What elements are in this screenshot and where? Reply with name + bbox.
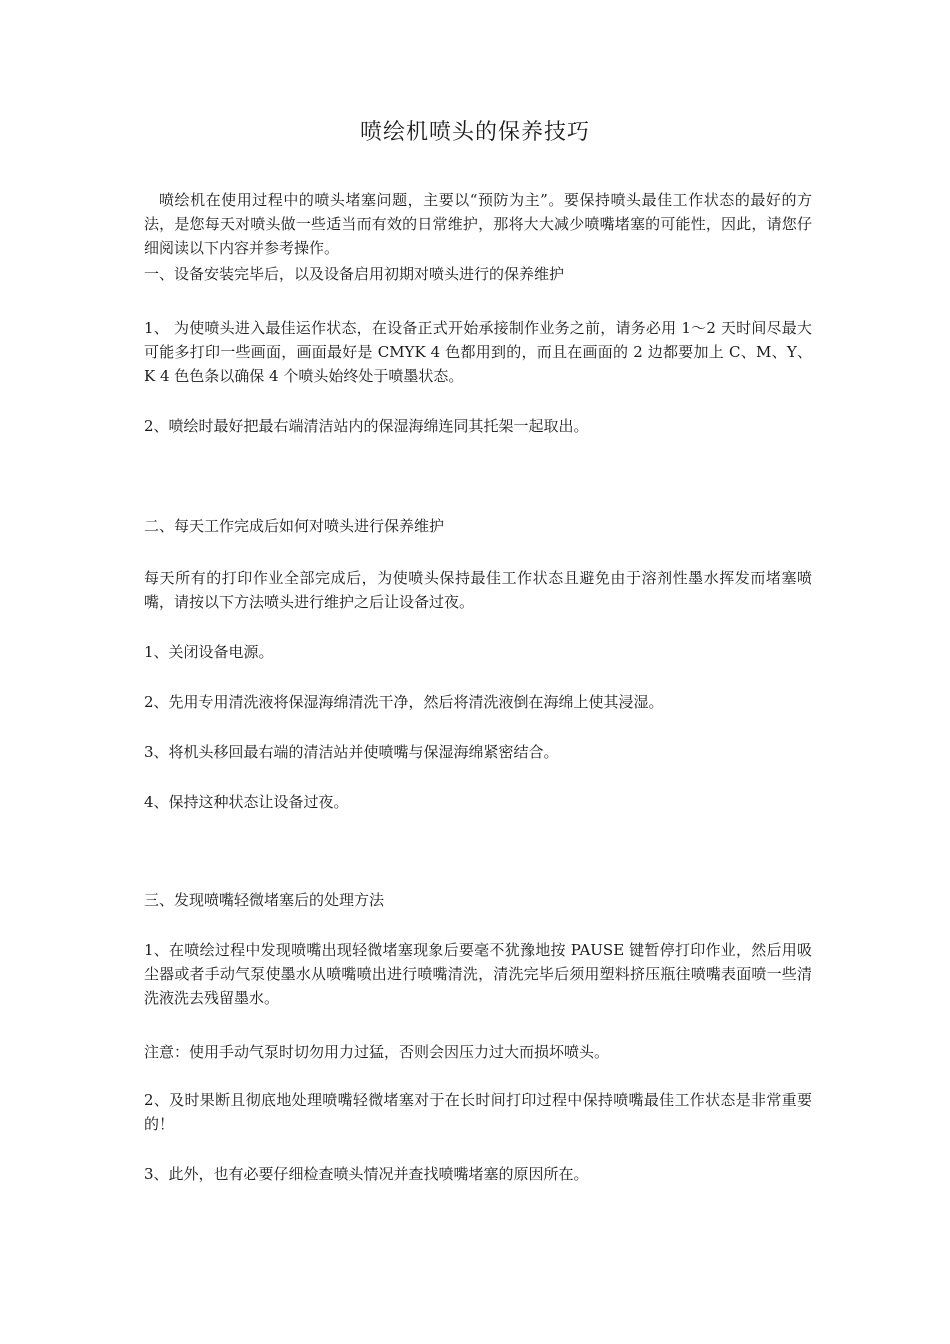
section2-item2: 2、先用专用清洗液将保湿海绵清洗干净，然后将清洗液倒在海绵上使其浸湿。 (144, 693, 664, 711)
section3-note: 注意：使用手动气泵时切勿用力过猛，否则会因压力过大而损坏喷头。 (144, 1043, 610, 1061)
intro-paragraph: 喷绘机在使用过程中的喷头堵塞问题，主要以“预防为主”。要保持喷头最佳工作状态的最好的方法，是您每天对喷头做一些适当而有效的日常维护，那将大大减少喷嘴堵塞的可能性，因此，请您仔细阅读以下内容并参考操作。 (144, 191, 812, 257)
section2-item3: 3、将机头移回最右端的清洁站并使喷嘴与保湿海绵紧密结合。 (144, 743, 559, 761)
section1-item1: 1、 为使喷头进入最佳运作状态，在设备正式开始承接制作业务之前，请务必用 1～2 天时间尽最大可能多打印一些画面，画面最好是 CMYK 4 色都用到的，而且在画面的 2 边都要加上 C、M、Y、K 4 色色条以确保 4 个喷头始终处于喷墨状态。 (144, 319, 812, 385)
section1-heading: 一、设备安装完毕后，以及设备启用初期对喷头进行的保养维护 (144, 265, 565, 283)
section3-item2: 2、及时果断且彻底地处理喷嘴轻微堵塞对于在长时间打印过程中保持喷嘴最佳工作状态是非常重要的！ (144, 1091, 812, 1133)
document-title: 喷绘机喷头的保养技巧 (359, 120, 590, 145)
section2-item4: 4、保持这种状态让设备过夜。 (144, 793, 349, 811)
section3-item1: 1、在喷绘过程中发现喷嘴出现轻微堵塞现象后要毫不犹豫地按 PAUSE 键暂停打印作业，然后用吸尘器或者手动气泵使墨水从喷嘴喷出进行喷嘴清洗，清洗完毕后须用塑料挤压瓶往喷嘴表面喷一些清洗液洗去残留墨水。 (144, 941, 812, 1007)
section2-item1: 1、关闭设备电源。 (144, 643, 274, 661)
section1-item2: 2、喷绘时最好把最右端清洁站内的保湿海绵连同其托架一起取出。 (144, 417, 589, 435)
section2-intro: 每天所有的打印作业全部完成后，为使喷头保持最佳工作状态且避免由于溶剂性墨水挥发而堵塞喷嘴，请按以下方法喷头进行维护之后让设备过夜。 (144, 569, 812, 611)
section3-heading: 三、发现喷嘴轻微堵塞后的处理方法 (144, 891, 385, 909)
section2-heading: 二、每天工作完成后如何对喷头进行保养维护 (144, 517, 445, 535)
section3-item3: 3、此外，也有必要仔细检查喷头情况并查找喷嘴堵塞的原因所在。 (144, 1165, 589, 1183)
